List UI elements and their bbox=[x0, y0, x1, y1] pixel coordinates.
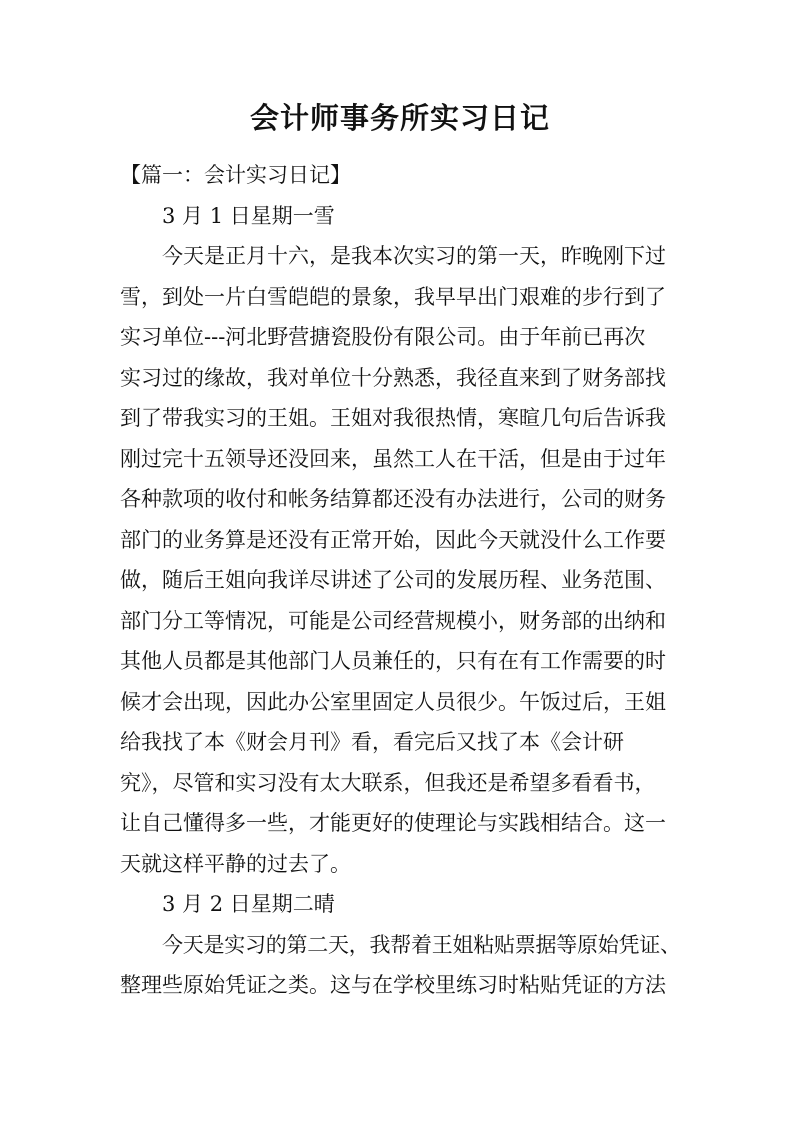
paragraph-line: 其他人员都是其他部门人员兼任的，只有在有工作需要的时 bbox=[120, 649, 666, 673]
entry-date: 3 月 1 日星期一雪 bbox=[162, 203, 335, 228]
paragraph-line: 部门分工等情况，可能是公司经营规模小，财务部的出纳和 bbox=[120, 608, 666, 633]
paragraph-line: 实习过的缘故，我对单位十分熟悉，我径直来到了财务部找 bbox=[120, 365, 666, 390]
paragraph-line: 今天是实习的第二天，我帮着王姐粘贴票据等原始凭证、 bbox=[162, 932, 681, 957]
paragraph-line: 给我找了本《财会月刊》看，看完后又找了本《会计研 bbox=[120, 730, 624, 754]
paragraph-line: 部门的业务算是还没有正常开始，因此今天就没什么工作要 bbox=[120, 527, 666, 552]
paragraph-line: 刚过完十五领导还没回来，虽然工人在干活，但是由于过年 bbox=[120, 446, 666, 471]
paragraph-line: 实习单位---河北野营搪瓷股份有限公司。由于年前已再次 bbox=[120, 325, 646, 349]
paragraph-line: 候才会出现，因此办公室里固定人员很少。午饭过后，王姐 bbox=[120, 689, 666, 714]
paragraph-line: 天就这样平静的过去了。 bbox=[120, 851, 351, 876]
document-body bbox=[120, 155, 685, 1006]
paragraph-line: 雪，到处一片白雪皑皑的景象，我早早出门艰难的步行到了 bbox=[120, 284, 666, 309]
paragraph-line: 整理些原始凭证之类。这与在学校里练习时粘贴凭证的方法 bbox=[120, 973, 666, 997]
paragraph-line: 让自己懂得多一些，才能更好的使理论与实践相结合。这一 bbox=[120, 811, 666, 835]
section-heading: 【篇一：会计实习日记】 bbox=[120, 163, 351, 187]
paragraph-line: 今天是正月十六，是我本次实习的第一天，昨晚刚下过 bbox=[162, 244, 666, 268]
document-title: 会计师事务所实习日记 bbox=[249, 101, 550, 135]
paragraph-line: 到了带我实习的王姐。王姐对我很热情，寒暄几句后告诉我 bbox=[120, 406, 666, 430]
paragraph-line: 做，随后王姐向我详尽讲述了公司的发展历程、业务范围、 bbox=[120, 568, 666, 592]
entry-date: 3 月 2 日星期二晴 bbox=[162, 892, 335, 916]
paragraph-line: 各种款项的收付和帐务结算都还没有办法进行，公司的财务 bbox=[120, 487, 666, 511]
paragraph-line: 究》，尽管和实习没有太大联系，但我还是希望多看看书， bbox=[120, 770, 656, 795]
